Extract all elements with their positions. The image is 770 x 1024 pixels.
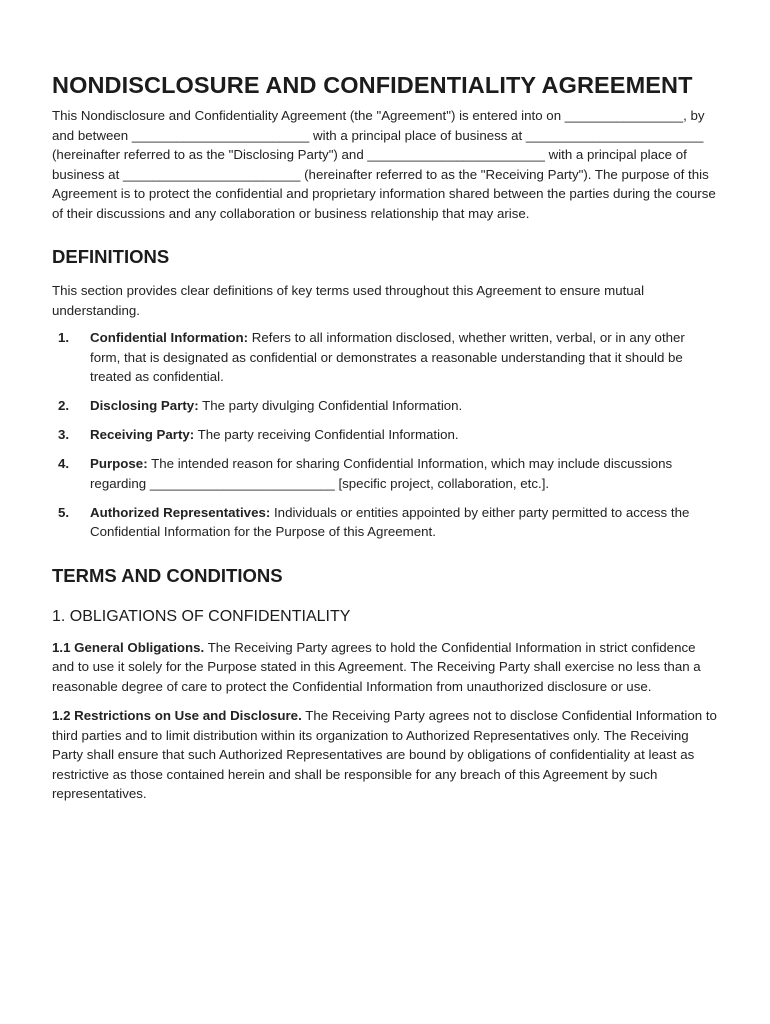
definition-number: 1.: [58, 330, 70, 345]
definition-description: Refers to all information disclosed, whether written, verbal, or in any other form, that is designated as confidential or demonstrates a reasonable understanding that it should be treated as confidential.: [90, 330, 685, 384]
definition-description: The party receiving Confidential Information.: [194, 427, 459, 442]
clause-1-1-label: 1.1 General Obligations.: [52, 639, 205, 655]
definition-item: [52, 328, 718, 387]
definition-term: Authorized Representatives:: [90, 504, 271, 520]
definition-item: [52, 396, 718, 416]
definition-number: 4.: [58, 456, 70, 471]
definition-number: 3.: [58, 427, 70, 442]
definition-text: [90, 454, 718, 493]
definition-number: 2.: [58, 398, 70, 413]
definition-text: [90, 328, 718, 387]
definitions-intro: This section provides clear definitions of key terms used throughout this Agreement to ensure mutual understanding.: [52, 283, 645, 318]
clause-1-2-label: 1.2 Restrictions on Use and Disclosure.: [52, 708, 302, 723]
definition-description: Individuals or entities appointed by either party permitted to access the Confidential Information for the Purpose of this Agreement.: [90, 504, 690, 539]
definition-description: The intended reason for sharing Confidential Information, which may include discussions regarding _________________________ [specific project, collaboration, etc.].: [90, 456, 673, 491]
intro-paragraph: This Nondisclosure and Confidentiality Agreement (the "Agreement") is entered into on ________________, by and between ________________________ with a principal place of business at ________________________ (hereinafter referred to as the "Disclosing Party") and ________________________ with a principal place of business at ________________________ (hereinafter referred to as the "Receiving Party"). The purpose of this Agreement is to protect the confidential and proprietary information shared between the parties during the course of their discussions and any collaboration or business relationship that may arise.: [52, 108, 716, 221]
definition-term: Confidential Information:: [90, 330, 249, 345]
definition-item: [52, 503, 718, 542]
definition-term: Receiving Party:: [90, 427, 195, 442]
definitions-list: [52, 328, 718, 542]
terms-heading: [52, 564, 718, 588]
definition-term: Purpose:: [90, 456, 148, 471]
section-1-heading: 1. OBLIGATIONS OF CONFIDENTIALITY: [52, 607, 351, 625]
definitions-heading: DEFINITIONS: [52, 246, 170, 267]
terms-heading-text: TERMS AND CONDITIONS: [52, 564, 283, 586]
clause-1-1: [52, 638, 718, 697]
clause-1-1-text: The Receiving Party agrees to hold the Confidential Information in strict confidence and to use it solely for the Purpose stated in this Agreement. The Receiving Party shall exercise no less than a reasonable degree of care to protect the Confidential Information from unauthorized disclosure or use.: [52, 639, 701, 694]
definition-text: [90, 425, 718, 445]
definition-item: [52, 454, 718, 493]
definition-text: [90, 503, 718, 542]
definition-text: [90, 396, 718, 416]
definition-term: Disclosing Party:: [90, 398, 199, 413]
document-title: NONDISCLOSURE AND CONFIDENTIALITY AGREEMENT: [52, 72, 693, 98]
definition-description: The party divulging Confidential Information.: [198, 398, 463, 413]
definition-item: [52, 425, 718, 445]
clause-1-2: [52, 706, 718, 804]
definition-number: 5.: [58, 504, 70, 520]
clause-1-2-text: The Receiving Party agrees not to disclose Confidential Information to third parties and to limit distribution within its organization to Authorized Representatives only. The Receiving Party shall ensure that such Authorized Representatives are bound by obligations of confidentiality at least as restrictive as those contained herein and shall be responsible for any breach of this Agreement by such representatives.: [52, 708, 717, 801]
